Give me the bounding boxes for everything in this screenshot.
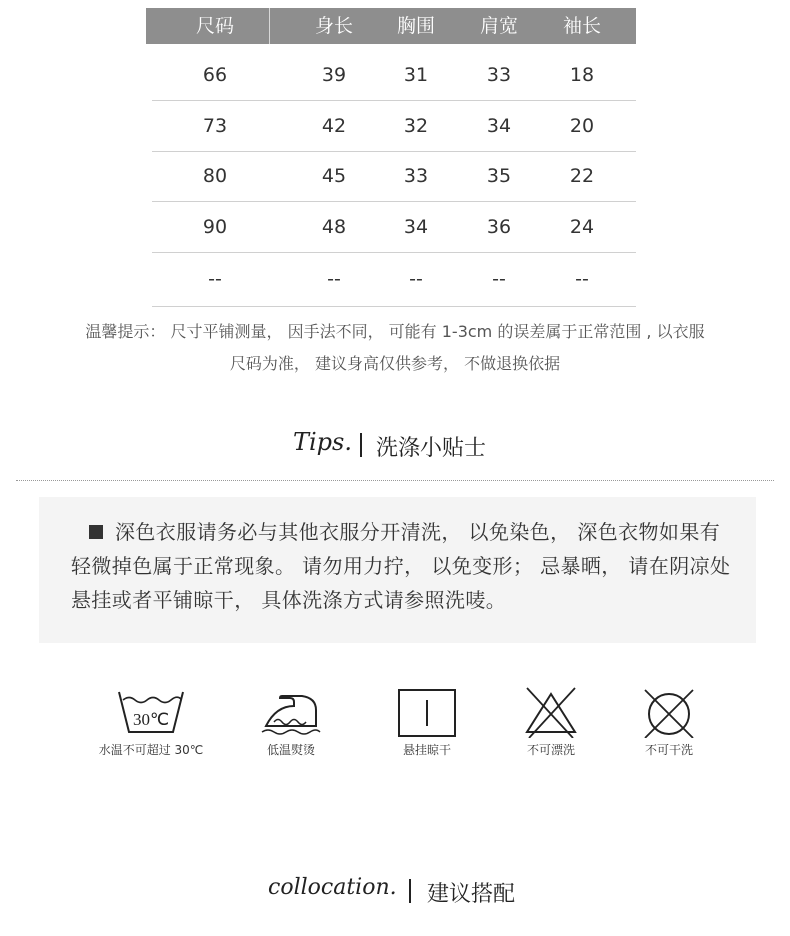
wash-instructions-text: 深色衣服请务必与其他衣服分开清洗， 以免染色， 深色衣物如果有轻微掉色属于正常现象。 请勿用力拧， 以免变形； 忌暴晒， 请在阴凉处悬挂或者平铺晾干， 具体洗涤方式请参照洗唛。 bbox=[71, 520, 731, 612]
table-cell: 22 bbox=[569, 165, 595, 187]
wash-temp-symbol: 30℃ bbox=[132, 710, 170, 729]
table-cell: 34 bbox=[403, 216, 429, 238]
table-cell: 18 bbox=[569, 64, 595, 86]
table-row bbox=[152, 50, 636, 101]
table-cell: 48 bbox=[321, 216, 347, 238]
table-header bbox=[146, 8, 636, 44]
table-cell: 39 bbox=[321, 64, 347, 86]
care-label: 悬挂晾干 bbox=[402, 743, 451, 757]
table-cell: 32 bbox=[403, 115, 429, 137]
square-bullet-icon bbox=[89, 525, 103, 539]
table-cell: -- bbox=[492, 268, 506, 290]
header-sleeve: 袖长 bbox=[562, 15, 601, 37]
table-row bbox=[152, 202, 636, 253]
table-cell: -- bbox=[575, 268, 589, 290]
no-dry-clean-icon bbox=[641, 686, 697, 738]
care-item-hang-dry bbox=[362, 686, 492, 758]
table-cell: 35 bbox=[486, 165, 512, 187]
header-shoulder: 肩宽 bbox=[479, 15, 518, 37]
care-label: 不可干洗 bbox=[644, 743, 693, 757]
table-cell: 45 bbox=[321, 165, 347, 187]
tips-title: 洗涤小贴士 bbox=[376, 436, 487, 461]
care-item-wash bbox=[86, 686, 216, 758]
size-note-line-1: 温馨提示： 尺寸平铺测量， 因手法不同， 可能有 1-3cm 的误差属于正常范围 , 以衣服 bbox=[85, 322, 705, 341]
table-cell: 31 bbox=[403, 64, 429, 86]
table-row bbox=[152, 101, 636, 152]
tips-script-text: Tips. bbox=[293, 428, 352, 456]
wash-instructions-box bbox=[39, 497, 756, 643]
table-cell: 73 bbox=[202, 115, 228, 137]
collocation-title: 建议搭配 bbox=[427, 882, 516, 907]
title-divider bbox=[360, 433, 362, 457]
table-cell: 34 bbox=[486, 115, 512, 137]
table-cell: -- bbox=[327, 268, 341, 290]
table-cell: 66 bbox=[202, 64, 228, 86]
care-item-iron bbox=[226, 686, 356, 758]
table-cell: -- bbox=[409, 268, 423, 290]
wash-30-icon bbox=[111, 686, 191, 738]
table-row bbox=[152, 151, 636, 202]
header-size: 尺码 bbox=[195, 15, 234, 37]
table-row bbox=[152, 254, 636, 307]
table-cell: 33 bbox=[486, 64, 512, 86]
size-table bbox=[146, 8, 636, 290]
collocation-section-title bbox=[0, 871, 790, 911]
care-label: 不可漂洗 bbox=[526, 743, 575, 757]
table-cell: 20 bbox=[569, 115, 595, 137]
no-bleach-icon bbox=[523, 686, 579, 738]
title-divider bbox=[409, 879, 411, 903]
care-label: 水温不可超过 30℃ bbox=[98, 743, 204, 757]
table-cell: 36 bbox=[486, 216, 512, 238]
header-chest: 胸围 bbox=[396, 15, 435, 37]
care-item-no-bleach bbox=[486, 686, 616, 758]
dotted-divider bbox=[16, 480, 774, 481]
header-length: 身长 bbox=[314, 15, 353, 37]
table-cell: 24 bbox=[569, 216, 595, 238]
header-divider bbox=[269, 8, 270, 44]
low-iron-icon bbox=[256, 686, 326, 738]
care-item-no-dry-clean bbox=[604, 686, 734, 758]
size-note-line-2: 尺码为准， 建议身高仅供参考， 不做退换依据 bbox=[229, 354, 561, 373]
table-cell: -- bbox=[208, 268, 222, 290]
table-cell: 80 bbox=[202, 165, 228, 187]
table-cell: 42 bbox=[321, 115, 347, 137]
tips-section-title bbox=[0, 425, 790, 465]
table-cell: 90 bbox=[202, 216, 228, 238]
collocation-script-text: collocation. bbox=[268, 875, 397, 900]
table-cell: 33 bbox=[403, 165, 429, 187]
care-label: 低温熨烫 bbox=[266, 743, 315, 757]
hang-dry-icon bbox=[395, 686, 459, 738]
